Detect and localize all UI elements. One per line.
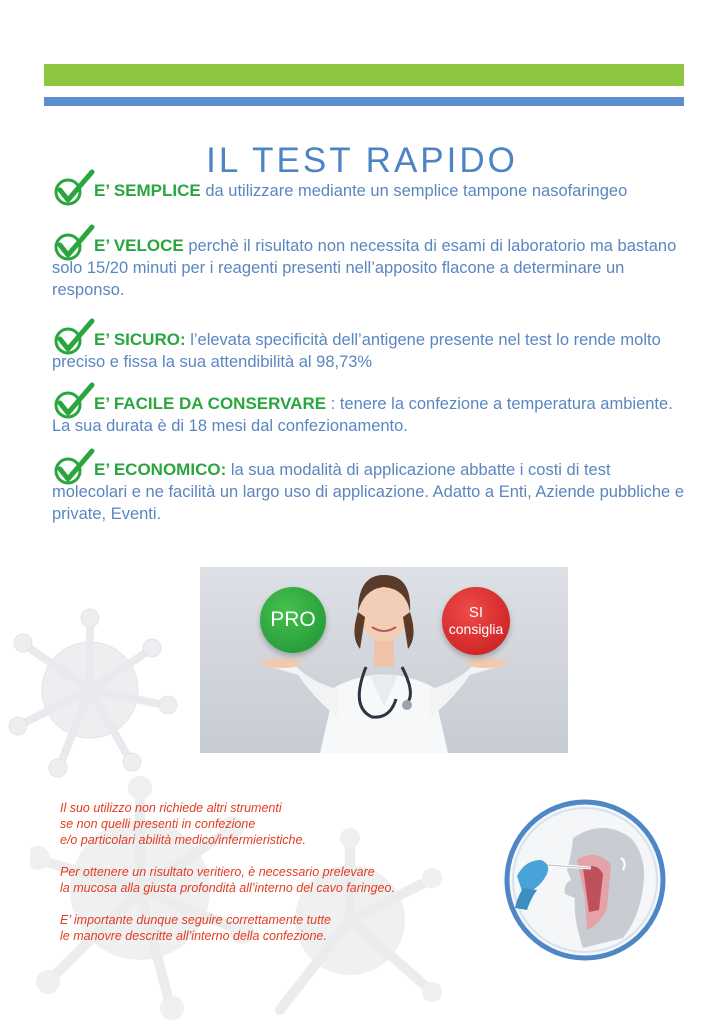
note-line: E’ importante dunque seguire correttamente tutte [60, 913, 331, 927]
feature-head: E’ FACILE DA CONSERVARE [94, 394, 327, 413]
feature-text [94, 180, 690, 202]
note-paragraph [60, 912, 480, 944]
page-title: IL TEST RAPIDO [206, 141, 518, 181]
feature-head: E’ VELOCE [94, 236, 184, 255]
doctor-illustration [200, 567, 568, 753]
consiglia-label: consiglia [448, 621, 504, 637]
note-line: e/o particolari abilità medico/infermieristiche. [60, 833, 306, 847]
feature-head: E’ SEMPLICE [94, 181, 201, 200]
nasopharyngeal-swab-illustration [503, 798, 667, 962]
feature-body: perchè il risultato non necessita di esami di laboratorio ma bastano solo 15/20 minuti per i reagenti presenti nell’apposito flacone a determinare un responso. [52, 237, 677, 299]
note-line: le manovre descritte all’interno della confezione. [60, 929, 327, 943]
note-line: la mucosa alla giusta profondità all’interno del cavo faringeo. [60, 881, 395, 895]
feature-text [52, 235, 684, 301]
feature-head: E’ SICURO: [94, 330, 186, 349]
note-paragraph [60, 864, 480, 896]
virus-illustration-left [0, 590, 200, 790]
note-line: se non quelli presenti in confezione [60, 817, 256, 831]
note-line: Il suo utilizzo non richiede altri strumenti [60, 801, 282, 815]
feature-text [52, 459, 684, 525]
note-paragraph [60, 800, 480, 848]
feature-body: : tenere la confezione a temperatura ambiente. La sua durata è di 18 mesi dal confezionamento. [52, 395, 673, 435]
note-line: Per ottenere un risultato veritiero, è necessario prelevare [60, 865, 375, 879]
feature-body: l’elevata specificità dell’antigene presente nel test lo rende molto preciso e fissa la sua attendibilità al 98,73% [52, 331, 661, 371]
feature-text [52, 393, 684, 437]
feature-body: la sua modalità di applicazione abbatte i costi di test molecolari e ne facilità un largo uso di applicazione. Adatto a Enti, Aziende pubbliche e private, Eventi. [52, 461, 684, 523]
usage-notes [60, 800, 480, 960]
header-green-bar [44, 64, 684, 86]
si-consiglia-badge [442, 587, 510, 655]
feature-head: E’ ECONOMICO: [94, 460, 227, 479]
pro-badge: PRO [260, 587, 326, 653]
feature-text [52, 329, 684, 373]
si-label: SI [468, 604, 484, 621]
doctor-photo [200, 567, 568, 753]
check-icon [52, 168, 96, 208]
header-blue-bar [44, 97, 684, 106]
feature-body: da utilizzare mediante un semplice tampone nasofaringeo [200, 182, 628, 200]
